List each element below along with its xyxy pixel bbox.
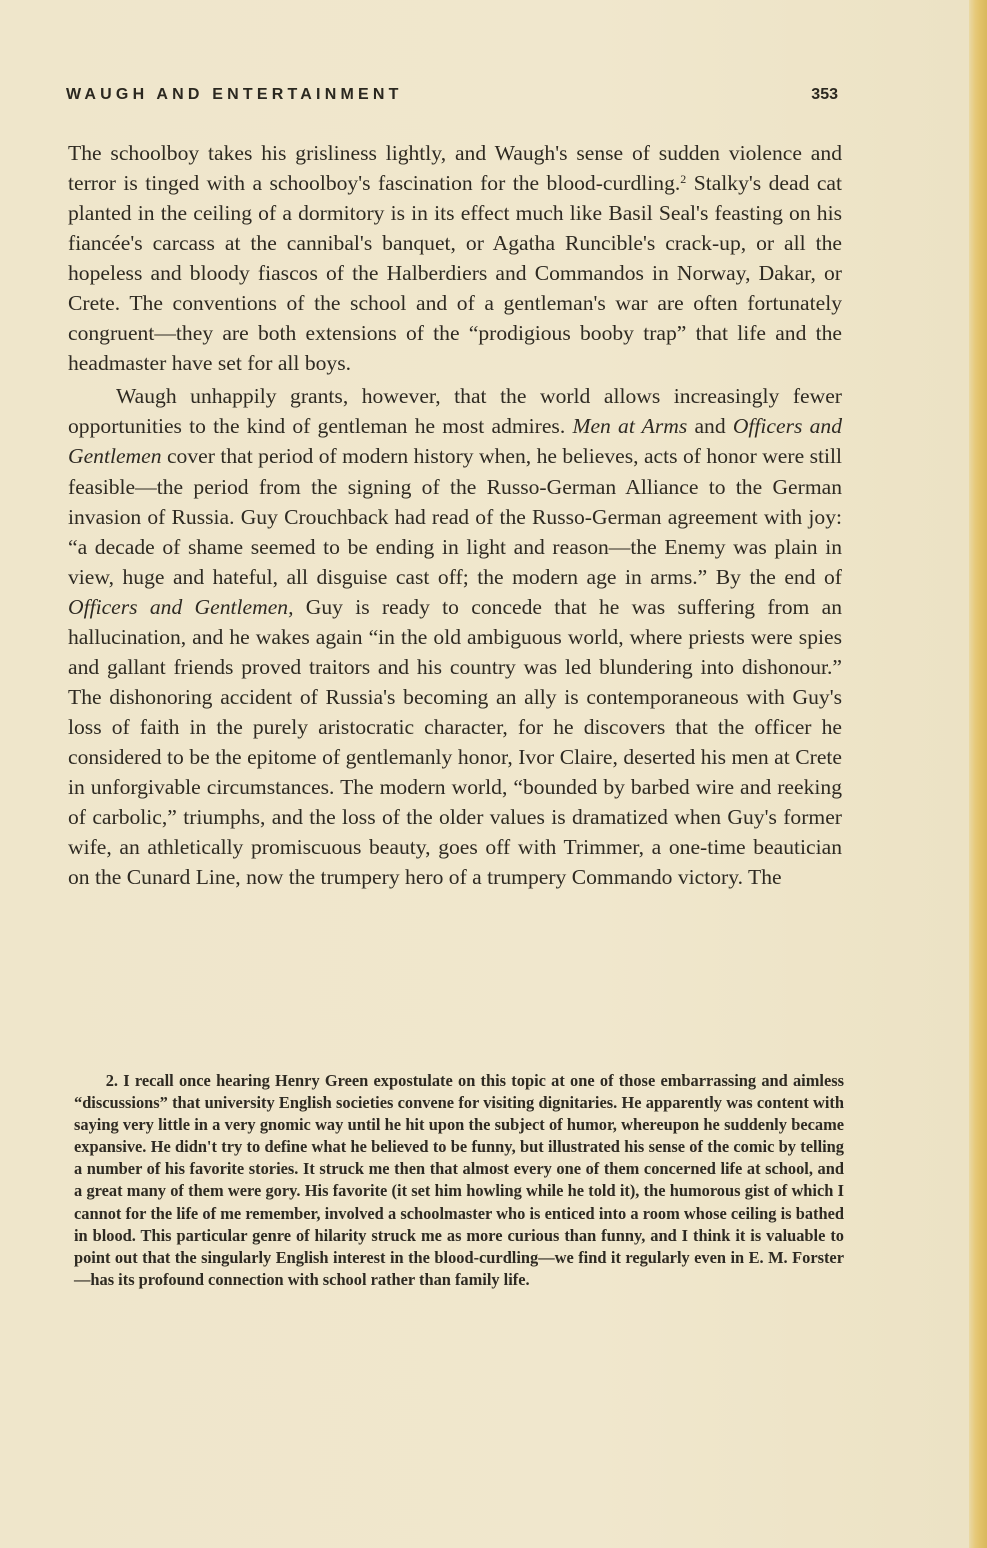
page-header (66, 86, 838, 110)
paragraph-1-text-a: The schoolboy takes his grisliness lightly, and Waugh's sense of sudden violence and terror is tinged with a schoolboy's fascination for the blood-curdling. (68, 141, 842, 196)
page-binding-edge (969, 0, 987, 1548)
page-number: 353 (811, 86, 838, 103)
paragraph-2-text-c: cover that period of modern history when, he believes, acts of honor were still feasible—the period from the signing of the Russo-German Alliance to the German invasion of Russia. Guy Crouchback had read of the Russo-German agreement with joy: “a decade of shame seemed to be ending in light and reason—the Enemy was plain in view, huge and hateful, all disguise cast off; the modern age in arms.” By the end of (68, 444, 842, 589)
book-title-men-at-arms: Men at Arms (572, 414, 688, 439)
footnote-reference: 2 (680, 172, 687, 187)
body-text (68, 138, 842, 892)
book-title-officers-and-gentlemen-2: Officers and Gentlemen, (68, 594, 294, 619)
book-title-officers-and-gentlemen: Officers and Gentlemen (68, 414, 842, 469)
paragraph-2 (68, 381, 842, 892)
paragraph-2-text-a: Waugh unhappily grants, however, that the world allows increasingly fewer opportunities to the kind of gentleman he most admires. (68, 384, 842, 439)
footnote-text: I recall once hearing Henry Green expostulate on this topic at one of those embarrassing and aimless “discussions” that university English societies convene for visiting dignitaries. He apparently was content with saying very little in a very gnomic way until he hit upon the subject of humor, whereupon he suddenly became expansive. He didn't try to define what he believed to be funny, but illustrated his sense of the comic by telling a number of his favorite stories. It struck me then that almost every one of them concerned life at school, and a great many of them were gory. His favorite (it set him howling while he told it), the humorous gist of which I cannot for the life of me remember, involved a schoolmaster who is enticed into a room whose ceiling is bathed in blood. This particular genre of hilarity struck me as more curious than funny, and I think it is valuable to point out that the singularly English interest in the blood-curdling—we find it regularly even in E. M. Forster—has its profound connection with school rather than family life. (74, 1071, 844, 1289)
paragraph-2-text-d: Guy is ready to concede that he was suffering from an hallucination, and he wakes again “in the old ambiguous world, where priests were spies and gallant friends proved traitors and his country was led blundering into dishonour.” The dishonoring accident of Russia's becoming an ally is contemporaneous with Guy's loss of faith in the purely aristocratic character, for he discovers that the officer he considered to be the epitome of gentlemanly honor, Ivor Claire, deserted his men at Crete in unforgivable circumstances. The modern world, “bounded by barbed wire and reeking of carbolic,” triumphs, and the loss of the older values is dramatized when Guy's former wife, an athletically promiscuous beauty, goes off with Trimmer, a one-time beautician on the Cunard Line, now the trumpery hero of a trumpery Commando victory. The (68, 594, 842, 890)
paragraph-2-text-b: and (687, 414, 733, 439)
footnote (74, 1070, 844, 1291)
paragraph-1 (68, 138, 842, 378)
footnote-number: 2. (105, 1071, 118, 1090)
paragraph-1-text-b: Stalky's dead cat planted in the ceiling of a dormitory is in its effect much like Basil Seal's feasting on his fiancée's carcass at the cannibal's banquet, or Agatha Runcible's crack-up, or all the hopeless and bloody fiascos of the Halberdiers and Commandos in Norway, Dakar, or Crete. The conventions of the school and of a gentleman's war are often fortunately congruent—they are both extensions of the “prodigious booby trap” that life and the headmaster have set for all boys. (68, 171, 842, 376)
running-head: WAUGH AND ENTERTAINMENT (66, 86, 403, 103)
